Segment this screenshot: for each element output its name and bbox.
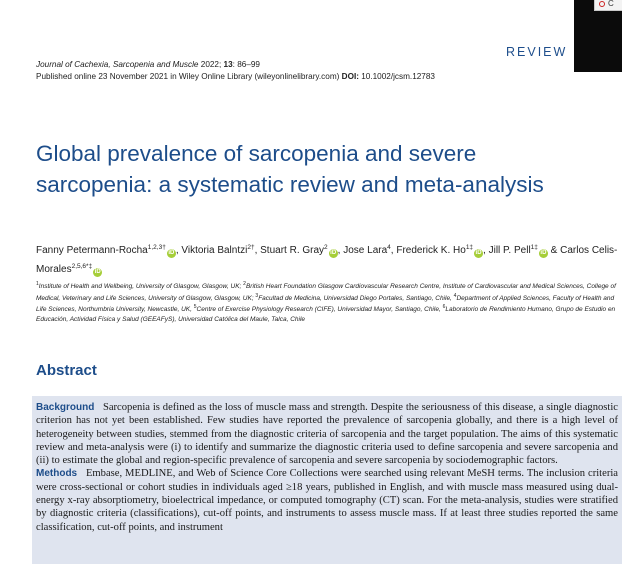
abstract-body [36,401,618,534]
author[interactable] [489,245,561,256]
background-label: Background [36,402,95,413]
affiliation-text: Institute of Health and Wellbeing, University of Glasgow, Glasgow, UK; [38,283,244,290]
author-affiliation-sup: 1,2,3† [147,244,166,251]
corner-tab[interactable] [594,0,622,11]
section-label: REVIEW [506,45,568,59]
author-affiliation-sup: 2,5,6*‡ [71,263,93,270]
journal-year: 2022; [198,60,224,69]
author-list [36,240,622,278]
corner-tab-label: C [608,0,614,8]
author-separator: , [483,245,489,256]
author-affiliation-sup: 2 [324,244,328,251]
orcid-icon[interactable]: iD [94,269,101,275]
orcid-icon[interactable]: iD [540,250,547,256]
doi-link[interactable]: 10.1002/jcsm.12783 [358,72,435,81]
affiliation-number: 2 [243,281,246,287]
author[interactable] [396,245,488,256]
methods-text: Embase, MEDLINE, and Web of Science Core Collections were searched using relevant MeSH terms. The inclusion criteria were cross-sectional or cohort studies in individuals aged ≥18 years, published in English, and with muscle mass measured using dual-energy x-ray absorptiometry, bioelectrical impedance, or computed tomography (CT) scan. For the meta-analysis, studies were stratified by diagnostic criteria (classifications), cut-off points, and instruments to assess muscle mass. If at least three studies reported the same classification, cut-off points, and instrument [36,468,618,533]
affiliations [36,280,620,324]
author-name: Carlos Celis-Morales [36,245,618,275]
journal-name: Journal of Cachexia, Sarcopenia and Muscle [36,60,199,69]
orcid-icon[interactable]: iD [168,250,175,256]
author-separator: , [337,245,344,256]
journal-volume: 13 [223,60,233,69]
author-separator: & [547,245,561,256]
orcid-icon[interactable]: iD [475,250,482,256]
author[interactable] [260,245,343,256]
author-name: Jose Lara [343,245,388,256]
author[interactable] [181,245,260,256]
author-separator: , [175,245,182,256]
affiliation-text: Laboratorio de Rendimiento Humano, Grupo de Estudio en Educación, Actividad Física y Salud (GEEAFyS), Universidad Católica del Maule, Talca, Chile [36,306,616,323]
published-text: Published online 23 November 2021 in Wiley Online Library (wileyonlinelibrary.com) [36,72,342,81]
methods-label: Methods [36,468,78,480]
author-separator: , [254,245,261,256]
journal-line [36,59,435,71]
orcid-icon[interactable]: iD [330,250,337,256]
background-text: Sarcopenia is defined as the loss of muscle mass and strength. Despite the seriousness of this disease, a single diagnostic criterion has not yet been established. Few studies have reported the prevalence of sarcopenia globally, and there is a high level of heterogeneity between studies, stemmed from the diagnostic criteria of sarcopenia and the target population. The aims of this systematic review and meta-analysis were (i) to identify and summarize the diagnostic criteria used to define sarcopenia and severe sarcopenia and (ii) to estimate the global and region-specific prevalence of sarcopenia and severe sarcopenia by sociodemographic factors. [36,402,618,467]
affiliation-text: Department of Applied Sciences, Faculty of Health and Life Sciences, Northumbria University, Newcastle, UK, [36,294,615,314]
methods-paragraph [36,467,618,533]
affiliation-number: 4 [453,292,457,299]
affiliation-number: 1 [36,281,39,287]
author-name: Jill P. Pell [488,245,531,256]
background-paragraph [36,401,618,467]
affiliation-text: British Heart Foundation Glasgow Cardiovascular Research Centre, Institute of Cardiovascular and Medical Sciences, College of Medical, Veterinary and Life Sciences, University of Glasgow, Glasgow, UK; [36,283,616,302]
affiliation-number: 3 [255,292,259,299]
author-name: Viktoria Balntzi [181,245,248,256]
affiliation-text: Centre of Exercise Physiology Research (CIFE), Universidad Mayor, Santiago, Chile, [196,306,443,314]
journal-pages: : 86–99 [232,60,260,69]
author-affiliation-sup: 1‡ [465,244,474,251]
doi-label: DOI: [341,72,359,81]
record-icon [599,1,605,7]
affiliation-text: Facultad de Medicina, Universidad Diego Portales, Santiago, Chile, [258,294,454,302]
author-name: Fanny Petermann-Rocha [36,245,148,256]
author-name: Frederick K. Ho [396,245,466,256]
affiliation-number: 5 [193,304,197,311]
abstract-heading: Abstract [36,362,97,379]
author-name: Stuart R. Gray [260,245,325,256]
author-affiliation-sup: 2† [247,244,255,251]
affiliation-number: 6 [442,304,446,311]
author[interactable] [36,245,181,256]
author-separator: , [390,245,397,256]
journal-citation [36,59,435,83]
author-affiliation-sup: 1‡ [530,244,538,251]
author-affiliation-sup: 4 [387,244,391,251]
author[interactable] [343,245,396,256]
article-title: Global prevalence of sarcopenia and severe sarcopenia: a systematic review and meta-analysis [36,141,544,197]
published-line [36,71,435,83]
